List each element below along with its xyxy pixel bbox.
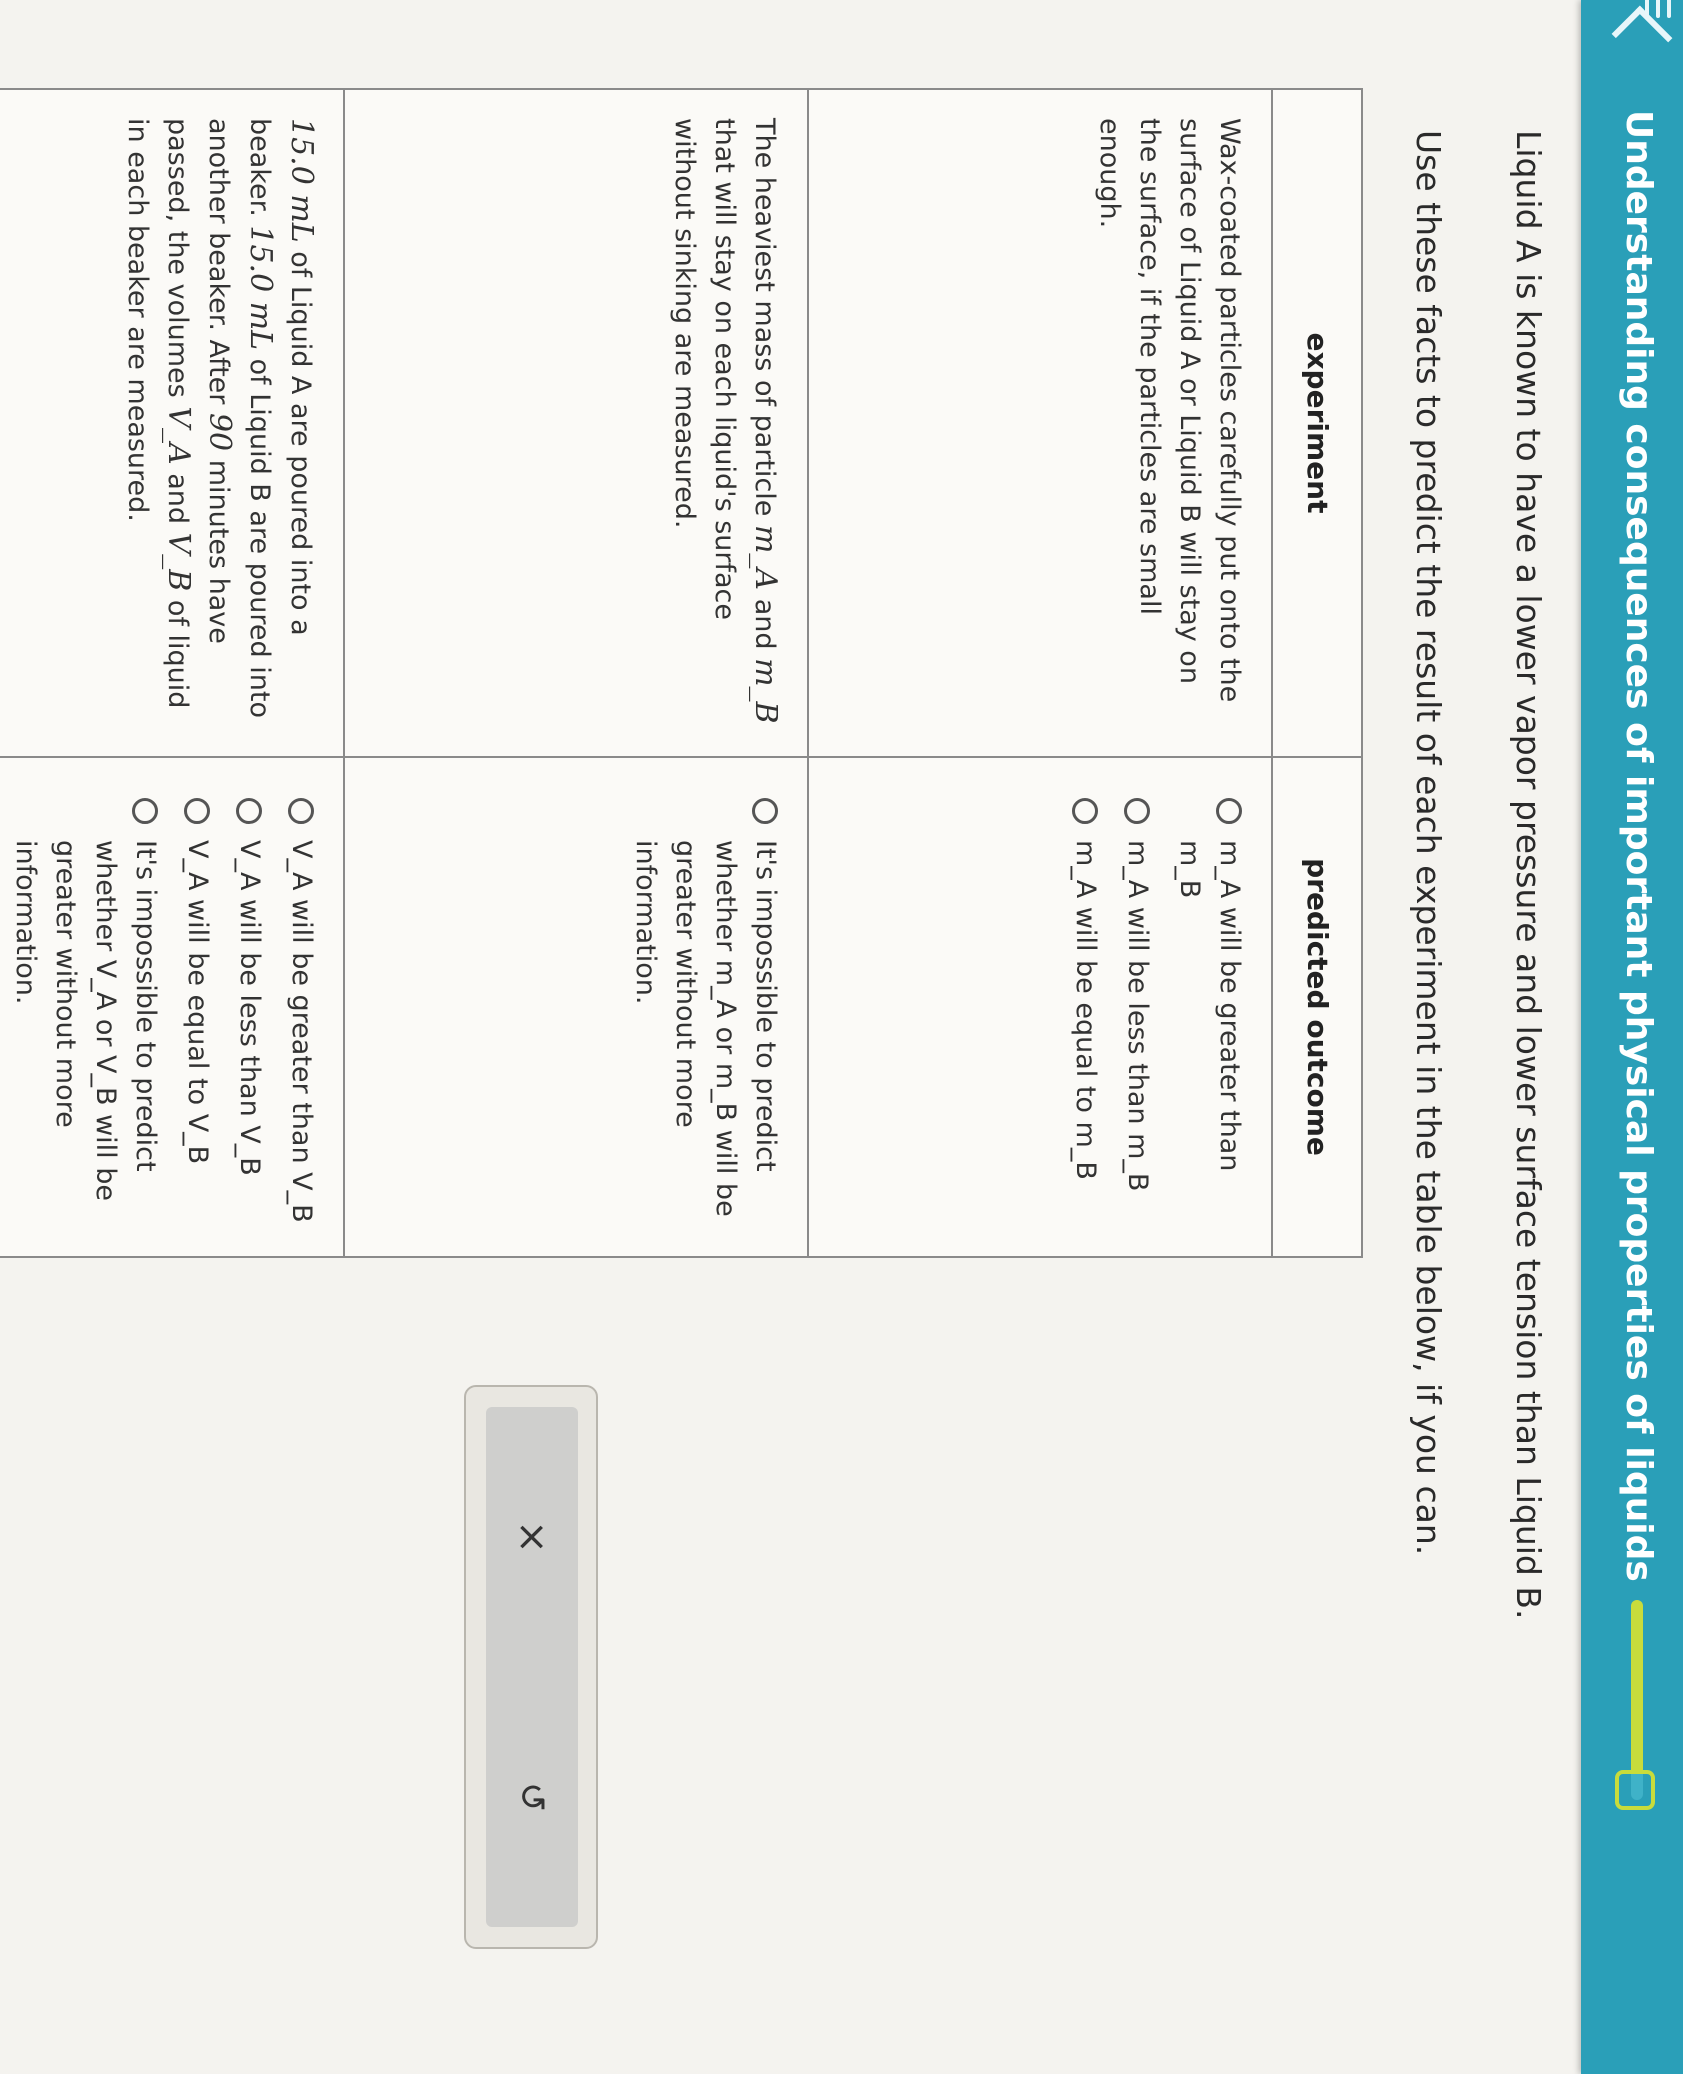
option-mA-less[interactable] (1117, 798, 1157, 1228)
math-fragment: 15.0 mL (243, 225, 278, 351)
option-label: m_A will be less than m_B (1122, 840, 1153, 1192)
radio-button[interactable] (288, 798, 314, 824)
table-row (344, 89, 808, 1257)
text-fragment: of Liquid A are poured into a beaker. (244, 118, 316, 636)
header-experiment: experiment (1272, 89, 1362, 757)
option-label: It's impossible to predict whether m_A or m_B will be greater without more information. (630, 840, 781, 1217)
math-fragment: 15.0 mL (284, 118, 319, 243)
text-fragment: minutes have passed, the volumes (162, 118, 234, 644)
option-impossible-volume[interactable] (5, 798, 165, 1228)
option-mA-greater[interactable] (1169, 798, 1249, 1228)
experiment-cell (344, 89, 808, 757)
radio-button[interactable] (1072, 798, 1098, 824)
option-label: V_A will be greater than V_B (286, 840, 317, 1223)
page-title: Understanding consequences of important physical properties of liquids (1618, 110, 1659, 1582)
math-fragment: m_B (748, 658, 783, 724)
option-VA-greater[interactable] (281, 798, 321, 1228)
option-label: It's impossible to predict whether V_A or V_B will be greater without more information. (10, 840, 161, 1202)
table-row (808, 89, 1272, 1257)
text-fragment: The heaviest mass of particle (749, 118, 780, 525)
table-row (0, 89, 344, 1257)
radio-button[interactable] (132, 798, 158, 824)
option-label: V_A will be less than V_B (234, 840, 265, 1176)
experiment-cell: Wax-coated particles carefully put onto the surface of Liquid A or Liquid B will stay on the surface, if the particles are small enough. (808, 89, 1272, 757)
math-fragment: 90 (202, 412, 237, 452)
header-predicted-outcome: predicted outcome (1272, 757, 1362, 1257)
progress-goal-icon (1615, 1770, 1655, 1810)
option-label: m_A will be equal to m_B (1070, 840, 1101, 1180)
option-VA-less[interactable] (229, 798, 269, 1228)
text-fragment: of liquid in each beaker are measured. (122, 118, 193, 709)
text-fragment: and (749, 590, 780, 659)
outcome-cell (344, 757, 808, 1257)
option-impossible-mass[interactable] (625, 798, 785, 1228)
action-button-group (486, 1407, 578, 1927)
undo-icon[interactable]: ↺ (511, 1781, 553, 1813)
math-fragment: V_A (161, 406, 196, 465)
option-VA-equal[interactable] (177, 798, 217, 1228)
text-fragment: of Liquid B are poured into another beaker. After (203, 118, 275, 718)
radio-button[interactable] (752, 798, 778, 824)
close-icon[interactable]: × (509, 1520, 555, 1554)
text-fragment: that will stay on each liquid's surface without sinking are measured. (669, 118, 740, 621)
outcome-cell (808, 757, 1272, 1257)
experiment-cell (0, 89, 344, 757)
progress-fill (1631, 1600, 1643, 1770)
text-fragment: and (162, 464, 193, 533)
experiment-table (0, 88, 1363, 1258)
radio-button[interactable] (184, 798, 210, 824)
radio-button[interactable] (236, 798, 262, 824)
option-mA-equal[interactable] (1065, 798, 1105, 1228)
prompt-line-1: Liquid A is known to have a lower vapor pressure and lower surface tension than Liquid B. (1509, 130, 1548, 1620)
radio-button[interactable] (1124, 798, 1150, 824)
prompt-line-2: Use these facts to predict the result of each experiment in the table below, if you can. (1409, 130, 1448, 1556)
outcome-cell (0, 757, 344, 1257)
option-label: m_A will be greater than m_B (1174, 840, 1245, 1172)
top-bar (1581, 0, 1683, 2074)
math-fragment: V_B (161, 532, 196, 592)
radio-button[interactable] (1216, 798, 1242, 824)
action-panel (464, 1385, 598, 1949)
math-fragment: m_A (748, 524, 783, 591)
option-label: V_A will be equal to V_B (182, 840, 213, 1165)
